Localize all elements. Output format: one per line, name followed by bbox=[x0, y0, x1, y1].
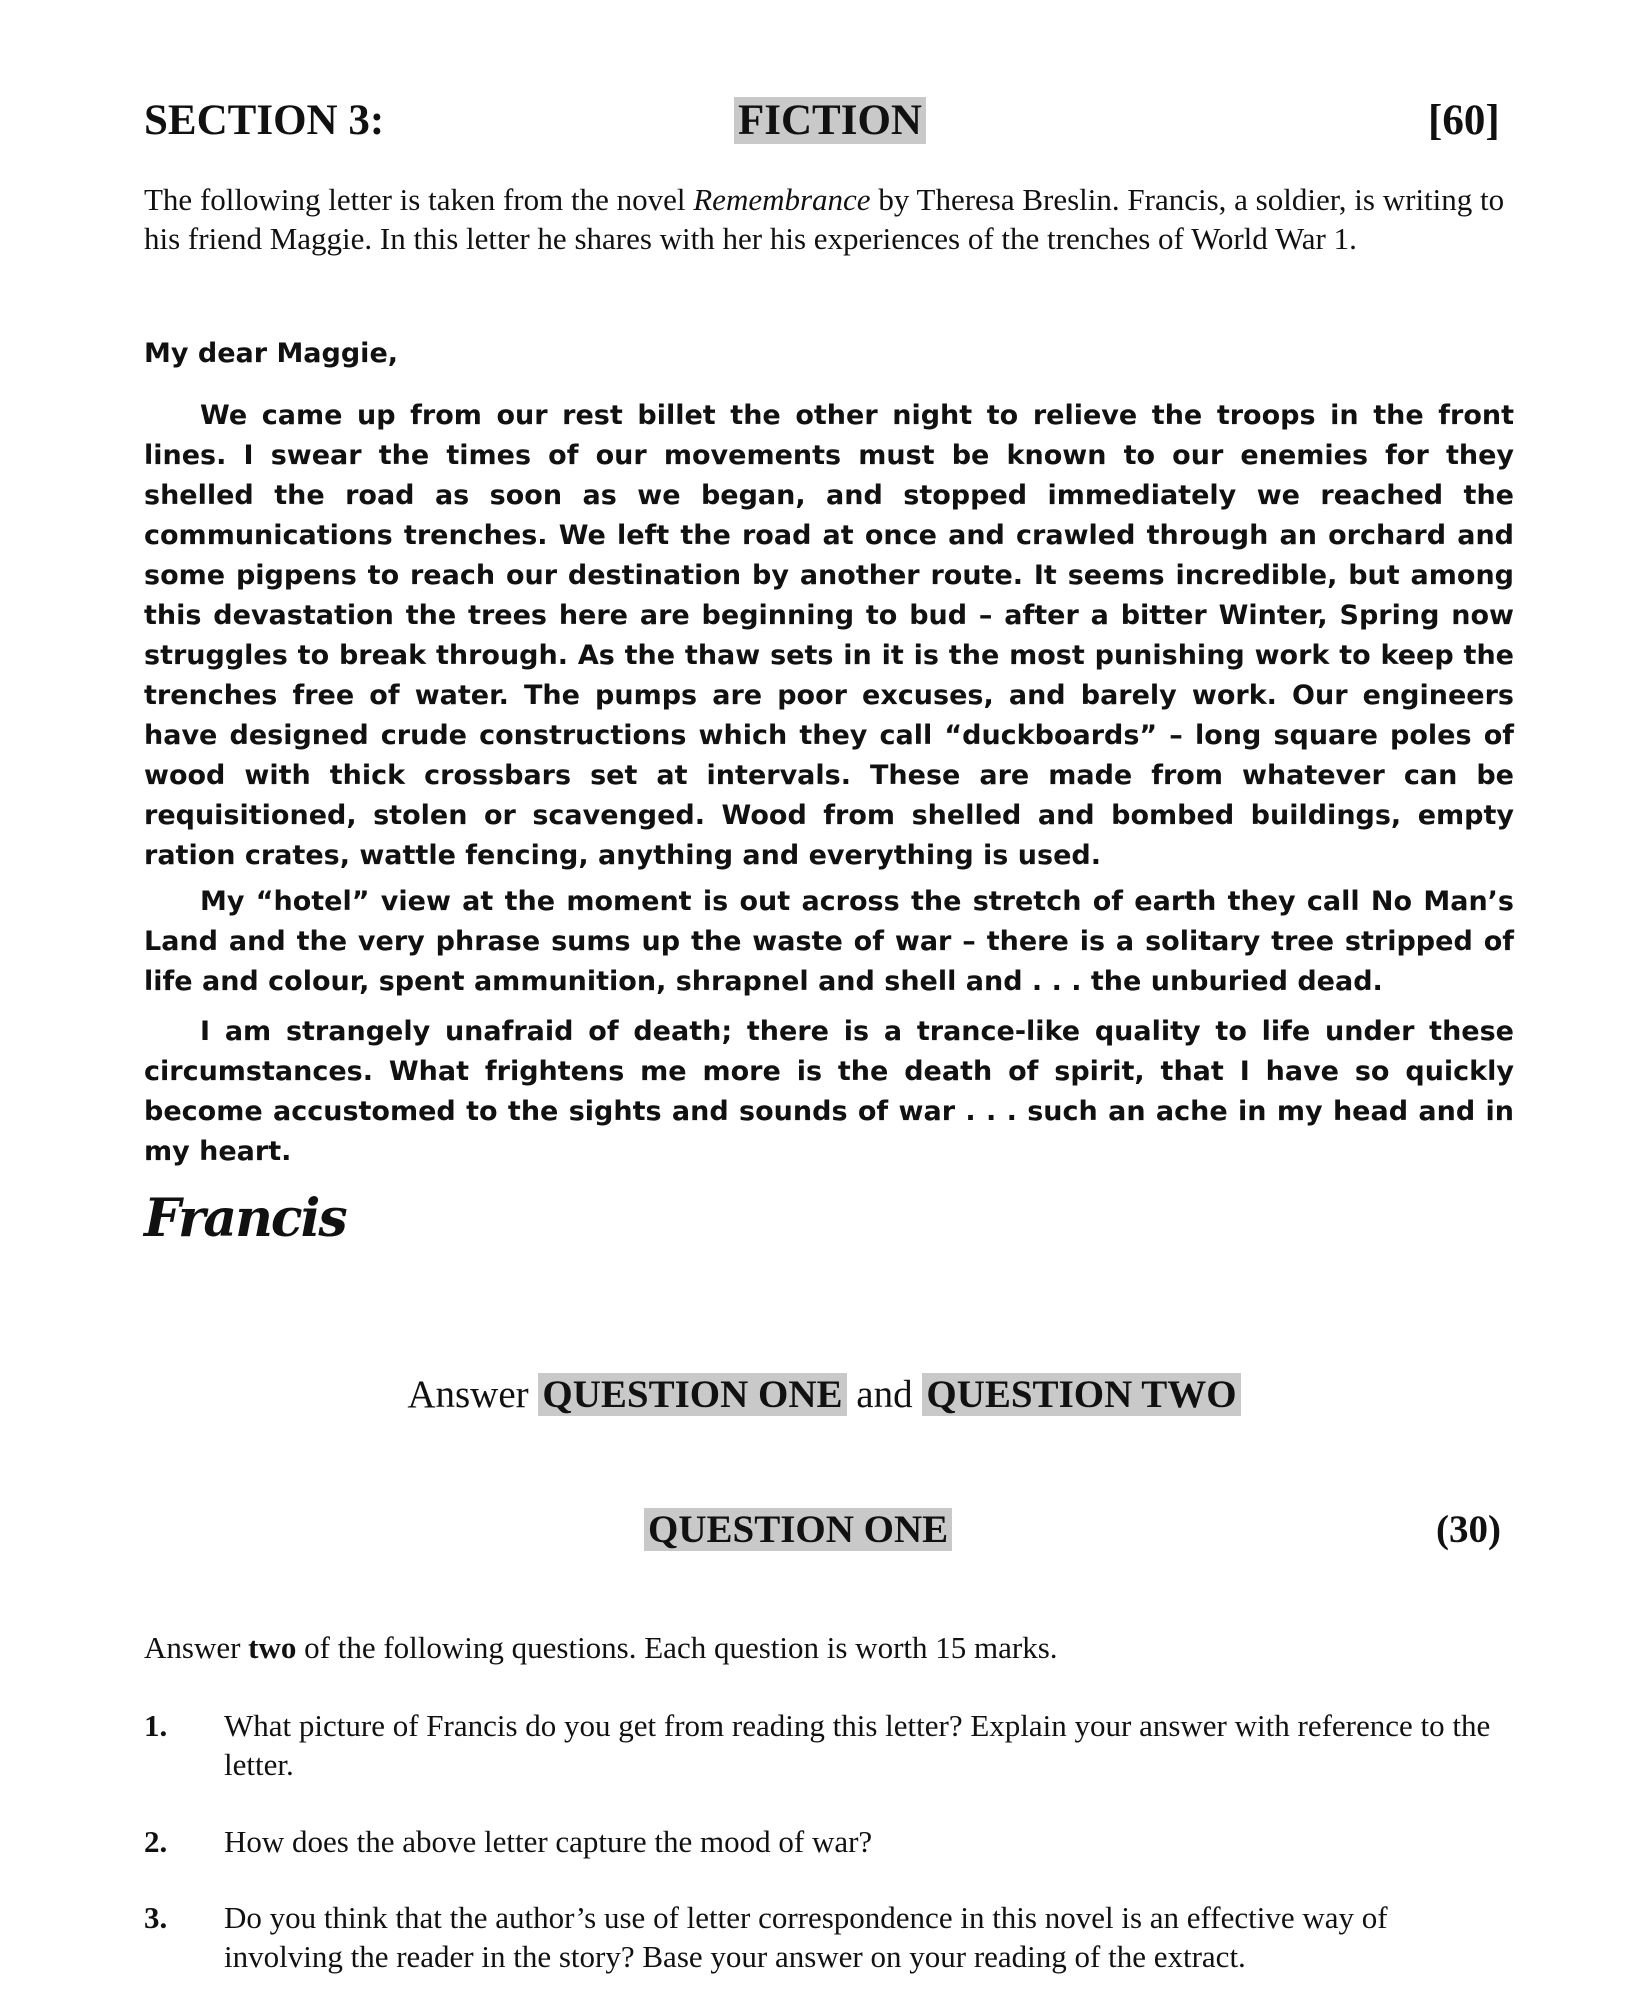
question-one-title-text: QUESTION ONE bbox=[644, 1508, 952, 1551]
section-title bbox=[734, 96, 926, 146]
answer-question-one: QUESTION ONE bbox=[538, 1373, 846, 1416]
intro-text-start: The following letter is taken from the novel bbox=[144, 182, 694, 217]
intro-paragraph bbox=[144, 180, 1514, 258]
question-number: 2. bbox=[144, 1824, 168, 1859]
novel-title: Remembrance bbox=[693, 182, 871, 217]
answer-instruction bbox=[0, 1370, 1648, 1420]
answer-and: and bbox=[846, 1373, 923, 1416]
instruction-end: of the following questions. Each question is worth 15 marks. bbox=[296, 1630, 1058, 1665]
answer-prefix: Answer bbox=[407, 1373, 539, 1416]
section-label: SECTION 3: bbox=[144, 97, 385, 144]
instruction-bold: two bbox=[248, 1630, 297, 1665]
question-text: What picture of Francis do you get from reading this letter? Explain your answer with reference to the letter. bbox=[224, 1708, 1491, 1782]
question-number: 1. bbox=[144, 1708, 168, 1743]
answer-question-two: QUESTION TWO bbox=[922, 1373, 1240, 1416]
letter-paragraph-3: I am strangely unafraid of death; there is a trance-like quality to life under these circumstances. What frightens me more is the death of spirit, that I have so quickly become accustomed to the sights and sounds of war . . . such an ache in my head and in my heart. bbox=[144, 1016, 1514, 1167]
question-text: Do you think that the author’s use of letter correspondence in this novel is an effective way of involving the reader in the story? Base your answer on your reading of the extract. bbox=[224, 1900, 1388, 1974]
question-number: 3. bbox=[144, 1900, 168, 1935]
letter-signature: Francis bbox=[144, 1188, 346, 1249]
intro-text-end: by Theresa Breslin. Francis, a soldier, is writing to his friend Maggie. In this letter he shares with her his experiences of the trenches of World War 1. bbox=[144, 182, 1505, 256]
question-one-marks: (30) bbox=[1436, 1508, 1501, 1551]
letter-greeting: My dear Maggie, bbox=[144, 338, 399, 369]
section-title-highlight: FICTION bbox=[734, 97, 926, 144]
letter-paragraph-1: We came up from our rest billet the other night to relieve the troops in the front lines. I swear the times of our movements must be known to our enemies for they shelled the road as soon as we began, and stopped immediately we reached the communications trenches. We left the road at once and crawled through an orchard and some pigpens to reach our destination by another route. It seems incredible, but among this devastation the trees here are beginning to bud – after a bitter Winter, Spring now struggles to break through. As the thaw sets in it is the most punishing work to keep the trenches free of water. The pumps are poor excuses, and barely work. Our engineers have designed crude constructions which they call “duckboards” – long square poles of wood with thick crossbars set at intervals. These are made from whatever can be requisitioned, stolen or scavenged. Wood from shelled and bombed buildings, empty ration crates, wattle fencing, anything and everything is used. bbox=[144, 400, 1514, 871]
instruction-start: Answer bbox=[144, 1630, 249, 1665]
question-text: How does the above letter capture the mood of war? bbox=[224, 1824, 873, 1859]
section-marks: [60] bbox=[1428, 97, 1500, 144]
question-instruction bbox=[144, 1628, 1058, 1668]
question-one-title bbox=[644, 1505, 952, 1555]
letter-paragraph-2: My “hotel” view at the moment is out across the stretch of earth they call No Man’s Land and the very phrase sums up the waste of war – there is a solitary tree stripped of life and colour, spent ammunition, shrapnel and shell and . . . the unburied dead. bbox=[144, 886, 1514, 997]
